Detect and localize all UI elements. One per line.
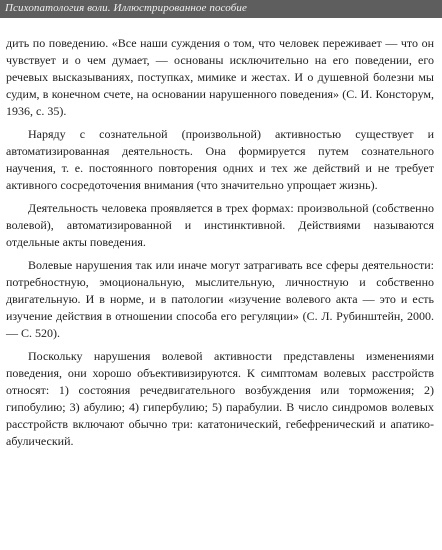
running-header-title: Психопатология воли. Иллюстрированное пособие: [5, 2, 247, 14]
page-body: [6, 35, 434, 456]
paragraph-activity-forms: Деятельность человека проявляется в трех формах: произвольной (собственно волевой), автоматизированной и инстинктивной. Действиями называются отдельные акты поведения.: [6, 201, 434, 249]
paragraph-continued: дить по поведению. «Все наши суждения о том, что человек переживает — что он чувствует и о чем думает, — основаны исключительно на его поведении, его речевых высказываниях, поступках, мимике и жестах. И о душевной болезни мы судим, в конечном счете, на основании нарушенного поведения» (С. И. Консторум, 1936, с. 35).: [6, 36, 434, 118]
paragraph-volitional-disorders: Волевые нарушения так или иначе могут затрагивать все сферы деятельности: потребностную, эмоциональную, мыслительную, личностную и собственно двигательную. И в норме, и в патологии «изучение волевого акта — это и есть изучение действия в отношении способа его регуляции» (С. Л. Рубинштейн, 2000. — С. 520).: [6, 258, 434, 340]
paragraph-symptoms: Поскольку нарушения волевой активности представлены изменениями поведения, они хорошо объективизируются. К симптомам волевых расстройств относят: 1) состояния речедвигательного возбуждения или торможения; 2) гипобулию; 3) абулию; 4) гипербулию; 5) парабулии. В число синдромов волевых расстройств включают обычно три: кататонический, гебефренический и апатико-абулический.: [6, 349, 434, 448]
running-header: [0, 0, 442, 18]
paragraph-automated-activity: Наряду с сознательной (произвольной) активностью существует и автоматизированная деятельность. Она формируется путем сознательного научения, т. е. постоянного повторения одних и тех же действий и не требует активного сосредоточения внимания (что значительно упрощает жизнь).: [6, 127, 434, 192]
